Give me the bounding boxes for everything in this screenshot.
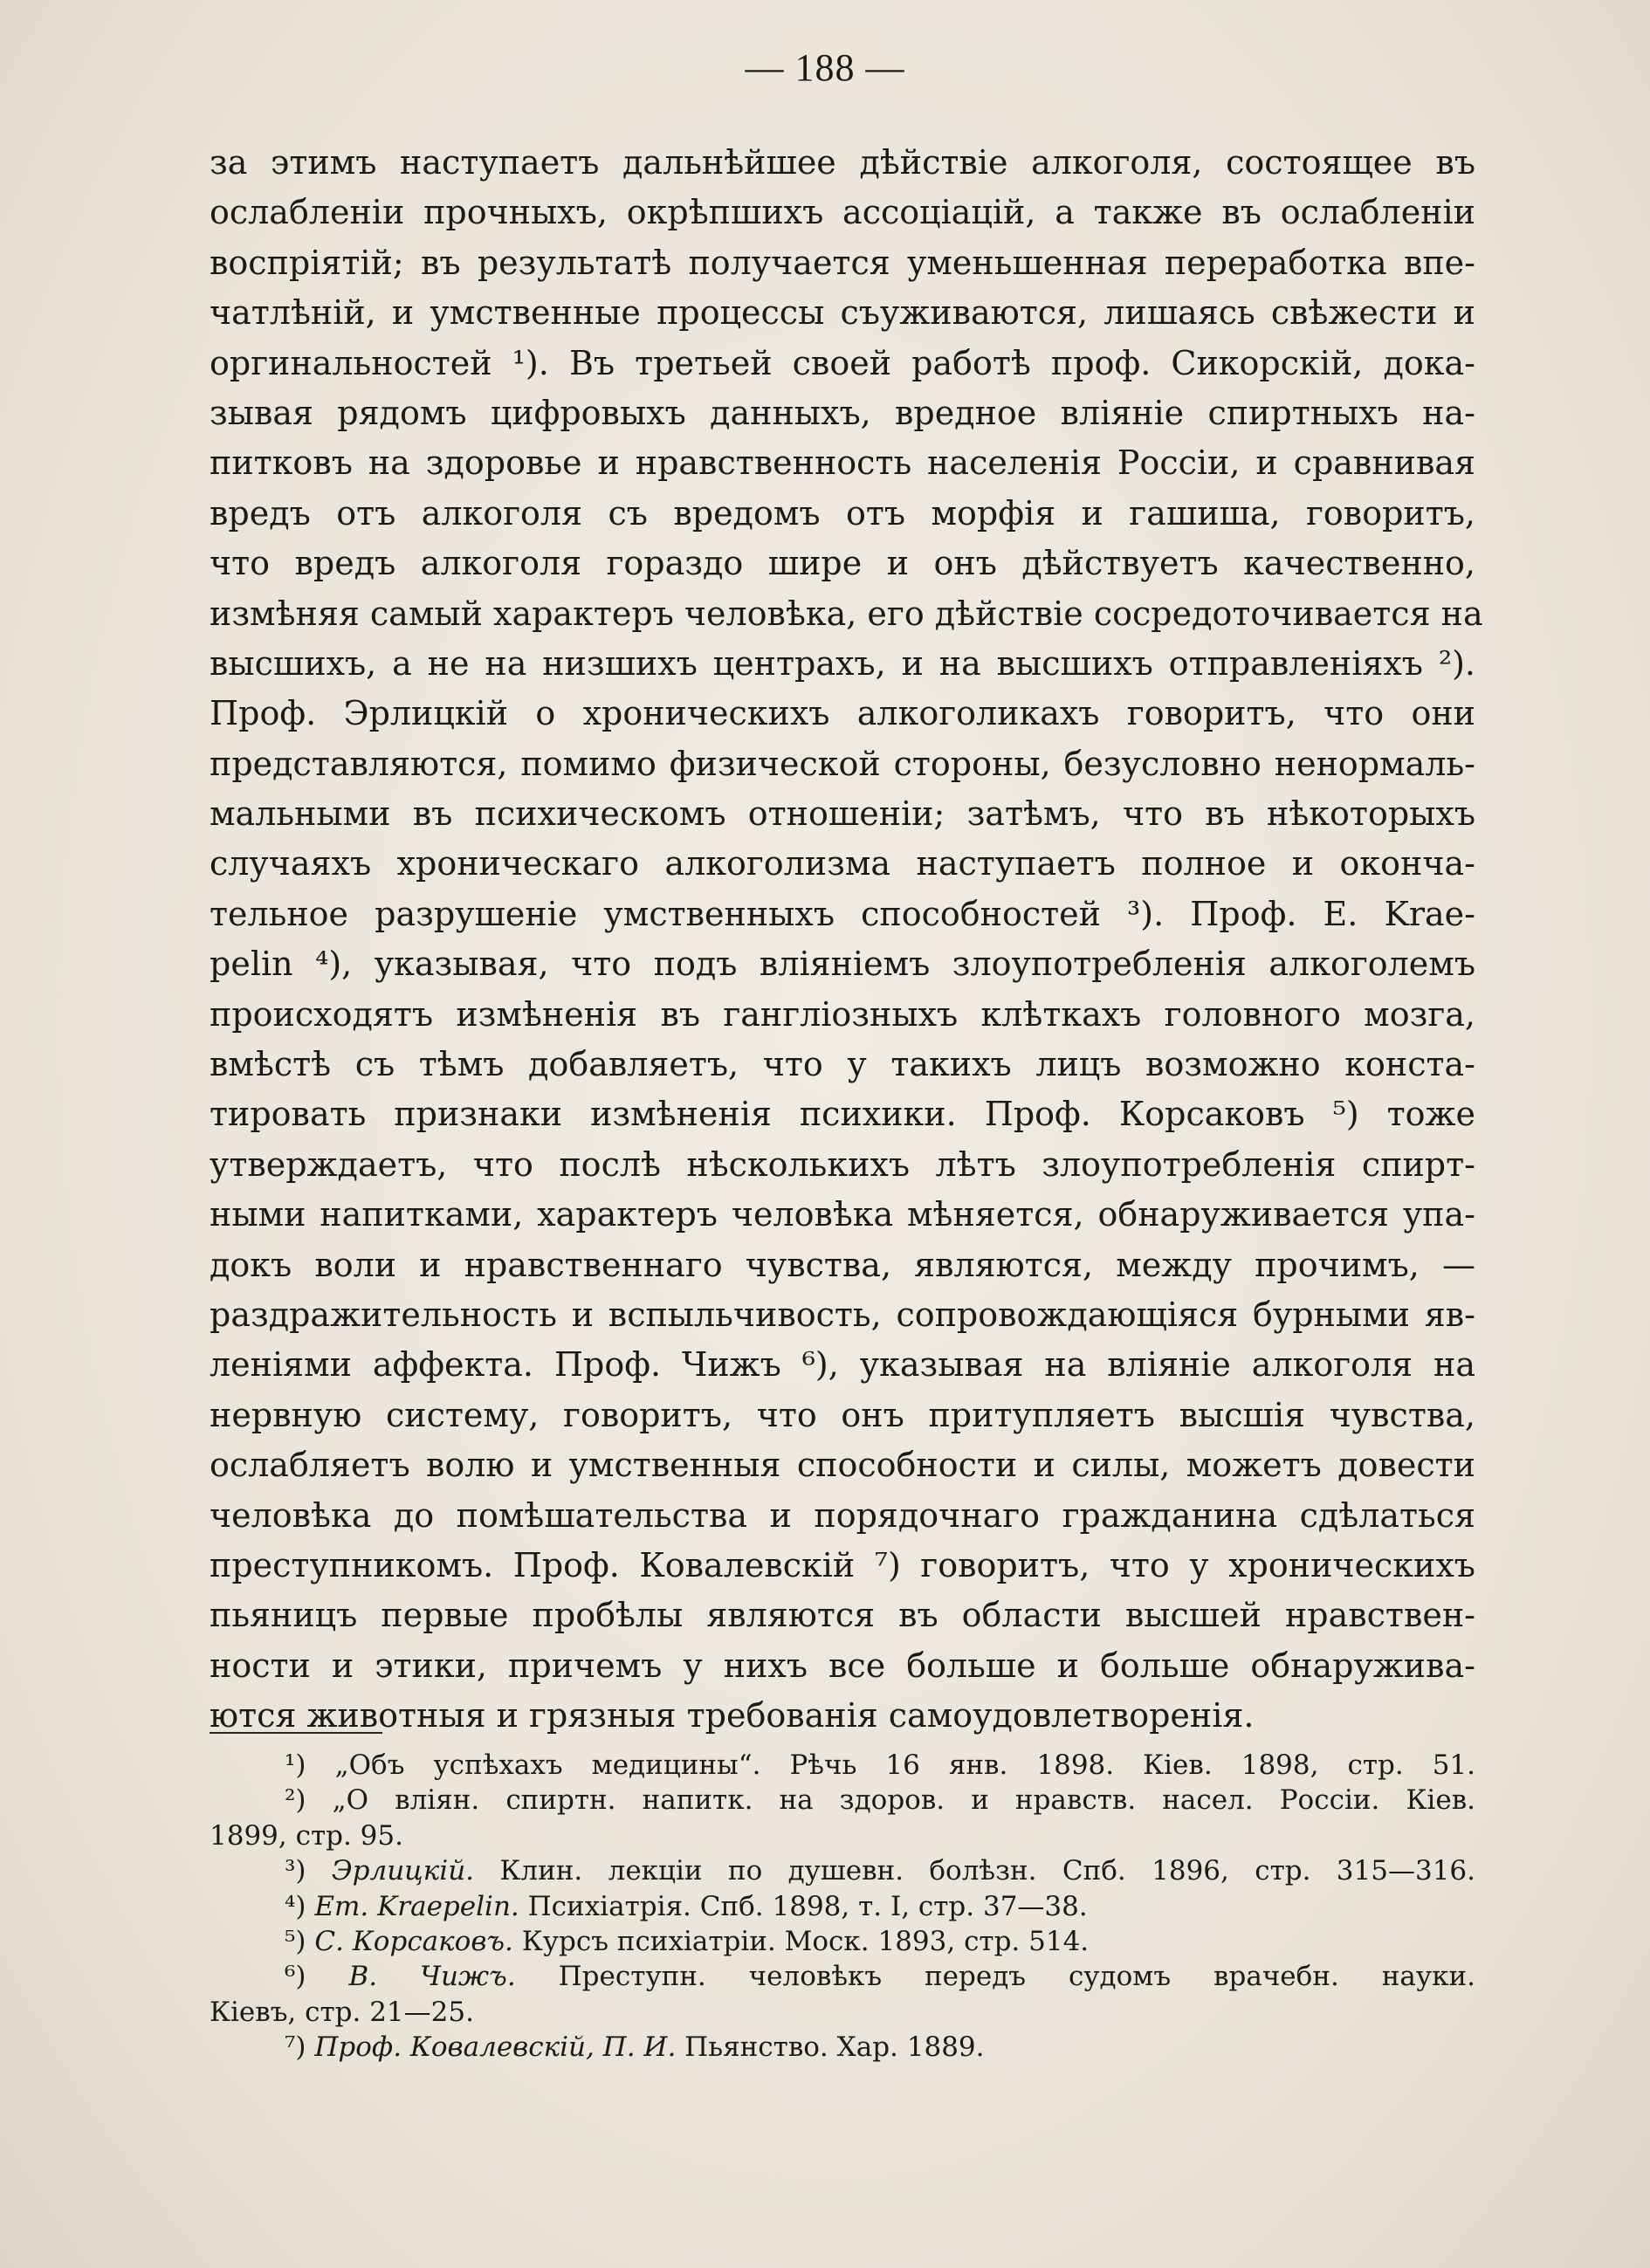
footnote-5 [210, 1924, 1475, 1959]
body-line: чатлѣній, и умственные процессы съуживаются, лишаясь свѣжести и [210, 293, 1475, 333]
body-line: ослабленіи прочныхъ, окрѣпшихъ ассоціацій, а также въ ослабленіи [210, 193, 1475, 232]
body-line: за этимъ наступаетъ дальнѣйшее дѣйствіе алкоголя, состоящее въ [210, 143, 1475, 182]
body-line: Проф. Эрлицкій о хроническихъ алкоголикахъ говоритъ, что они [210, 694, 1475, 733]
footnote-mark: ²) [285, 1784, 306, 1817]
footnote-author: С. Корсаковъ. [314, 1925, 513, 1957]
body-line: человѣка до помѣшательства и порядочнаго гражданина сдѣлаться [210, 1495, 1475, 1535]
body-line: утверждаетъ, что послѣ нѣсколькихъ лѣтъ злоупотребленія спирт- [210, 1144, 1475, 1184]
footnote-mark: ⁴) [285, 1890, 306, 1922]
body-line: высшихъ, а не на низшихъ центрахъ, и на высшихъ отправленіяхъ ²). [210, 643, 1475, 683]
footnote-1 [210, 1748, 1475, 1783]
body-line: оргинальностей ¹). Въ третьей своей работѣ проф. Сикорскій, дока- [210, 343, 1475, 382]
footnote-author: Проф. Ковалевскій, П. И. [314, 2031, 677, 2064]
body-line: вредъ отъ алкоголя съ вредомъ отъ морфія и гашиша, говоритъ, [210, 493, 1475, 533]
footnote-text: „О вліян. спиртн. напитк. на здоров. и нравств. насел. Россіи. Кіев. [332, 1784, 1475, 1817]
body-line: происходятъ измѣненія въ гангліозныхъ клѣткахъ головного мозга, [210, 994, 1475, 1034]
footnote-mark: ⁷) [285, 2031, 306, 2064]
footnote-7 [210, 2030, 1475, 2065]
footnote-mark: ³) [285, 1855, 306, 1887]
body-line-last: ются животныя и грязныя требованія самоудовлетворенія. [210, 1696, 1255, 1735]
body-line: измѣняя самый характеръ человѣка, его дѣйствіе сосредоточивается на [210, 594, 1483, 633]
footnote-mark: ¹) [285, 1749, 306, 1781]
footnote-text: Клин. лекціи по душевн. болѣзн. Спб. 1896, стр. 315—316. [499, 1855, 1475, 1887]
body-line: вмѣстѣ съ тѣмъ добавляетъ, что у такихъ лицъ возможно конста- [210, 1045, 1475, 1084]
body-line: тельное разрушеніе умственныхъ способностей ³). Проф. E. Krae- [210, 894, 1475, 933]
footnote-mark: ⁶) [285, 1961, 306, 1993]
body-line: воспріятій; въ результатѣ получается уменьшенная переработка впе- [210, 243, 1475, 282]
body-line: пьяницъ первые пробѣлы являются въ области высшей нравствен- [210, 1596, 1475, 1635]
footnote-author: Em. Kraepelin. [314, 1890, 519, 1922]
body-line: представляются, помимо физической стороны, безусловно ненормаль- [210, 744, 1475, 783]
footnote-6-continued: Кіевъ, стр. 21—25. [210, 1996, 474, 2028]
body-line: случаяхъ хроническаго алкоголизма наступаетъ полное и оконча- [210, 844, 1475, 883]
footnote-text: „Объ успѣхахъ медицины“. Рѣчь 16 янв. 1898. Кіев. 1898, стр. 51. [334, 1749, 1476, 1781]
footnote-text: Преступн. человѣкъ передъ судомъ врачебн. науки. [558, 1961, 1476, 1993]
footnote-text: Психіатрія. Спб. 1898, т. I, стр. 37—38. [527, 1890, 1088, 1922]
body-line: ности и этики, причемъ у нихъ все больше и больше обнаружива- [210, 1646, 1475, 1685]
footnote-mark: ⁵) [285, 1925, 306, 1957]
footnote-4 [210, 1889, 1475, 1924]
body-line: нервную систему, говоритъ, что онъ притупляетъ высшія чувства, [210, 1395, 1475, 1434]
footnote-text: Пьянство. Хар. 1889. [684, 2031, 985, 2064]
body-line: зывая рядомъ цифровыхъ данныхъ, вредное вліяніе спиртныхъ на- [210, 393, 1475, 432]
footnote-3 [210, 1853, 1475, 1888]
footnote-2 [210, 1783, 1475, 1818]
body-text [210, 138, 1483, 1742]
footnote-6 [210, 1959, 1475, 1994]
page-number: — 188 — [745, 46, 905, 89]
body-line: что вредъ алкоголя гораздо шире и онъ дѣйствуетъ качественно, [210, 544, 1475, 583]
footnote-2-continued: 1899, стр. 95. [210, 1819, 403, 1852]
footnotes [210, 1748, 1475, 2065]
footnote-text: Курсъ психіатріи. Моск. 1893, стр. 514. [521, 1925, 1090, 1957]
body-line: тировать признаки измѣненія психики. Проф. Корсаковъ ⁵) тоже [210, 1095, 1475, 1134]
body-line: леніями аффекта. Проф. Чижъ ⁶), указывая на вліяніе алкоголя на [210, 1345, 1475, 1385]
body-line: pelin ⁴), указывая, что подъ вліяніемъ злоупотребленія алкоголемъ [210, 945, 1475, 984]
body-line: ными напитками, характеръ человѣка мѣняется, обнаруживается упа- [210, 1195, 1475, 1234]
footnote-author: В. Чижъ. [348, 1961, 516, 1993]
body-line: докъ воли и нравственнаго чувства, являются, между прочимъ, — [210, 1245, 1475, 1284]
body-line: мальными въ психическомъ отношеніи; затѣмъ, что въ нѣкоторыхъ [210, 794, 1475, 834]
body-line: питковъ на здоровье и нравственность населенія Россіи, и сравнивая [210, 443, 1475, 483]
body-line: преступникомъ. Проф. Ковалевскій ⁷) говоритъ, что у хроническихъ [210, 1545, 1475, 1584]
footnote-author: Эрлицкій. [331, 1855, 475, 1887]
footnote-separator [210, 1732, 382, 1734]
body-line: раздражительность и вспыльчивость, сопровождающіяся бурными яв- [210, 1295, 1475, 1334]
body-line: ослабляетъ волю и умственныя способности и силы, можетъ довести [210, 1446, 1475, 1485]
